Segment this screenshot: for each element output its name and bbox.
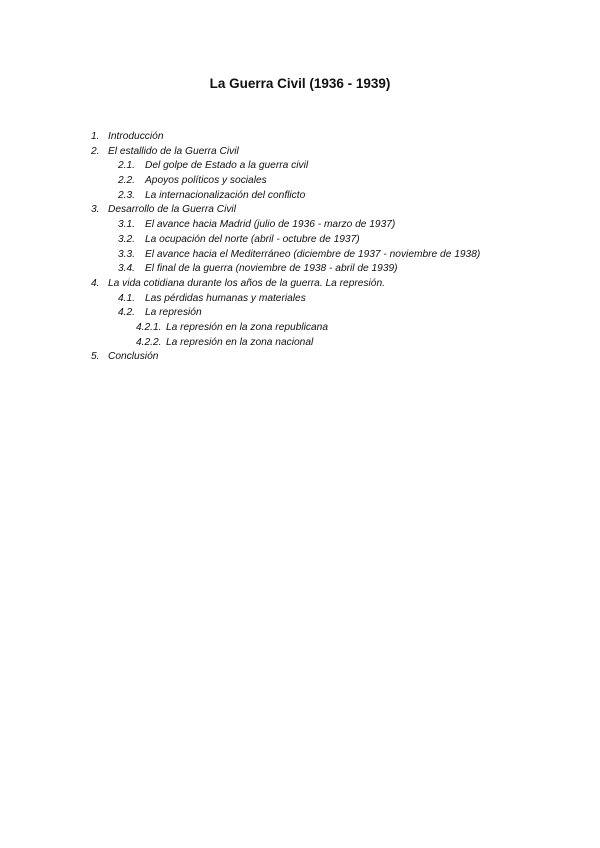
toc-item-number: 4.2.2.: [136, 336, 162, 348]
toc-item-number: 4.: [91, 277, 100, 289]
toc-item: [0, 190, 600, 205]
toc-item-text: Introducción: [108, 131, 164, 142]
toc-item-text: El avance hacia Madrid (julio de 1936 - marzo de 1937): [145, 219, 396, 231]
toc-item-number: 3.3.: [118, 248, 135, 260]
toc-item-number: 5.: [91, 351, 100, 363]
toc-item-number: 2.1.: [118, 160, 135, 172]
toc-item: [0, 131, 600, 146]
toc-item-number: 4.2.: [118, 307, 135, 319]
document-title: La Guerra Civil (1936 - 1939): [209, 76, 391, 91]
toc-item: [0, 175, 600, 190]
toc-item-text: La represión: [145, 307, 202, 319]
toc-item-text: La ocupación del norte (abril - octubre de 1937): [145, 233, 360, 245]
toc-item: [0, 322, 600, 337]
toc-item-text: Conclusión: [108, 351, 159, 363]
toc-item-text: La internacionalización del conflicto: [145, 189, 306, 201]
toc-item: [0, 249, 600, 264]
toc-item-number: 1.: [91, 131, 100, 142]
toc-item-number: 2.: [91, 145, 100, 157]
toc-item-number: 3.2.: [118, 233, 135, 245]
toc-item: [0, 293, 600, 308]
toc-item-text: Desarrollo de la Guerra Civil: [108, 204, 236, 216]
toc-item: [0, 219, 600, 234]
toc-item: [0, 337, 600, 352]
toc-item: [0, 307, 600, 322]
toc-item-number: 3.: [91, 204, 100, 216]
toc-item-number: 3.4.: [118, 263, 135, 275]
toc-item-text: Las pérdidas humanas y materiales: [145, 292, 306, 304]
toc-item-number: 4.1.: [118, 292, 135, 304]
toc-item: [0, 351, 600, 366]
toc-item: [0, 204, 600, 219]
toc-item-text: Del golpe de Estado a la guerra civil: [145, 160, 309, 172]
toc-item: [0, 263, 600, 278]
toc-item-text: La represión en la zona republicana: [166, 321, 328, 333]
toc-item: [0, 234, 600, 249]
toc-item-text: El final de la guerra (noviembre de 1938 - abril de 1939): [145, 263, 398, 275]
toc-item-number: 2.3.: [118, 189, 135, 201]
toc-item-number: 3.1.: [118, 219, 135, 231]
toc-item-number: 2.2.: [118, 175, 135, 187]
toc-item: [0, 146, 600, 161]
toc-item-text: La vida cotidiana durante los años de la guerra. La represión.: [108, 277, 385, 289]
toc-item-text: La represión en la zona nacional: [166, 336, 314, 348]
toc-item: [0, 278, 600, 293]
toc-item: [0, 160, 600, 175]
toc-item-number: 4.2.1.: [136, 321, 162, 333]
toc-item-text: El avance hacia el Mediterráneo (diciembre de 1937 - noviembre de 1938): [145, 248, 481, 260]
toc-item-text: Apoyos políticos y sociales: [145, 175, 267, 187]
toc-item-text: El estallido de la Guerra Civil: [108, 145, 239, 157]
table-of-contents: [0, 131, 600, 366]
